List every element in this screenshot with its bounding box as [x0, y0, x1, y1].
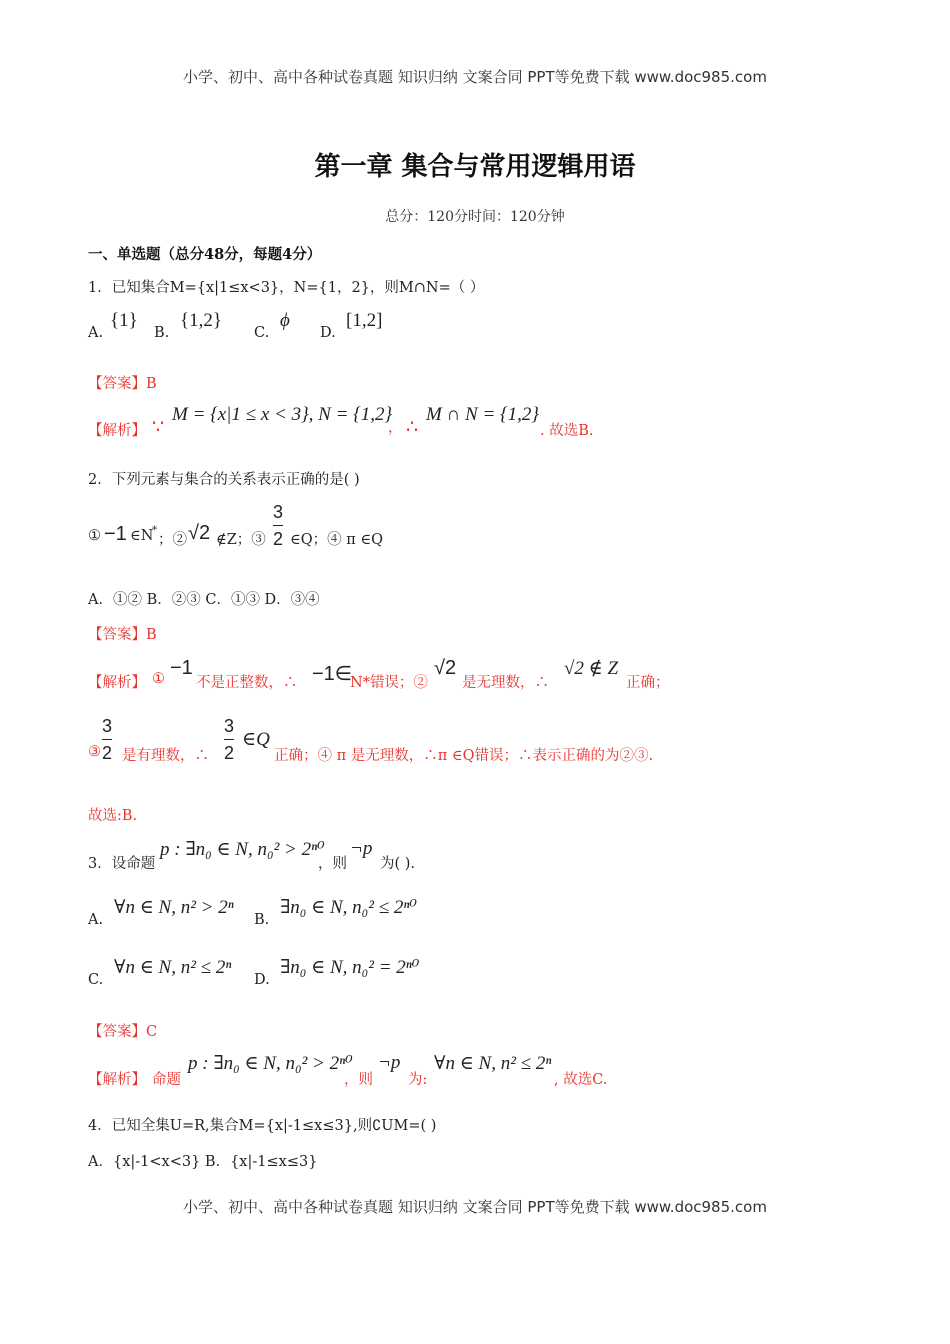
- q2-options: A．①② B．②③ C．①③ D．③④: [88, 592, 320, 608]
- q3-e-result: ∀n ∈ N, n² ≤ 2ⁿ: [434, 1053, 552, 1074]
- q2-explanation-line1: [88, 653, 708, 691]
- q1-label-c: C.: [254, 325, 270, 341]
- q3-stem-a: 3．设命题: [88, 856, 156, 872]
- q2-explanation-line2: [88, 714, 748, 768]
- q2-e1d: N*错误；②: [350, 675, 428, 691]
- q2-e2-fraction-den: 2: [102, 743, 113, 763]
- explanation-tag: 【解析】: [88, 423, 146, 439]
- q3-label-b: B.: [254, 912, 270, 928]
- q3-e-b: ，则: [344, 1072, 373, 1088]
- q2-e2-fraction2-bar: [224, 739, 234, 740]
- q2-s-fraction-bar: [273, 525, 283, 526]
- q2-s-fraction: [273, 500, 283, 551]
- q3-label-d: D.: [254, 972, 270, 988]
- page-subtitle: 总分：120分时间：120分钟: [385, 209, 565, 225]
- q2-s-in2: ∈Q；④ π ∈Q: [290, 532, 383, 548]
- q1-expl-end: . 故选B.: [540, 423, 594, 439]
- q3-explanation: [88, 1052, 648, 1088]
- page-header: 小学、初中、高中各种试卷真题 知识归纳 文案合同 PPT等免费下载 www.doc985.com: [183, 68, 767, 86]
- q3-label-a: A.: [88, 912, 104, 928]
- q4-stem: 4．已知全集U=R,集合M={x|-1≤x≤3},则∁UM=( ): [88, 1118, 437, 1134]
- answer-value: B: [146, 627, 157, 643]
- q3-label-c: C.: [88, 972, 104, 988]
- q3-option-a: ∀n ∈ N, n² > 2ⁿ: [114, 897, 234, 918]
- q2-e1-minus-one: −1: [170, 657, 193, 679]
- q2-stem: 2．下列元素与集合的关系表示正确的是( ): [88, 472, 360, 488]
- q3-e-d: , 故选C.: [554, 1072, 608, 1088]
- q2-s-fraction-num: 3: [273, 502, 284, 522]
- q3-options-row1: [88, 896, 448, 930]
- q2-e1f: 是无理数，∴: [462, 675, 549, 691]
- q2-s-p2: ；②: [158, 532, 187, 548]
- because-symbol: ∵: [152, 416, 165, 438]
- q1-stem: 1．已知集合M={x|1≤x<3}，N={1，2}，则M∩N=（ ）: [88, 280, 485, 296]
- q1-option-a: {1}: [110, 310, 138, 331]
- q2-e2a: ③: [88, 744, 101, 760]
- q3-e-np: ¬p: [378, 1052, 401, 1073]
- q2-conclusion: 故选:B.: [88, 808, 138, 824]
- q3-stem-p: p : ∃n₀ ∈ N, n₀² > 2ⁿ⁰: [160, 839, 325, 860]
- q2-s-star: *: [152, 525, 157, 536]
- q1-label-d: D.: [320, 325, 336, 341]
- q2-e1g: √2 ∉ Z: [564, 658, 619, 679]
- q2-e2-fraction-num: 3: [102, 716, 113, 736]
- q2-e2-fraction2-den: 2: [224, 743, 235, 763]
- q2-answer: [88, 623, 157, 644]
- q3-stem-b: ，则: [318, 856, 347, 872]
- q3-option-b: ∃n₀ ∈ N, n₀² ≤ 2ⁿ⁰: [280, 897, 417, 918]
- q2-s-p1: ①: [88, 528, 101, 544]
- answer-tag: 【答案】: [88, 1024, 146, 1040]
- q2-e1b: 不是正整数，∴: [196, 675, 298, 691]
- explanation-tag: 【解析】: [88, 675, 146, 691]
- q2-e2-fraction2: [224, 714, 234, 765]
- q2-e2-fraction: [102, 714, 112, 765]
- q2-s-in: ∈N: [130, 528, 154, 544]
- q3-options-row2: [88, 956, 448, 990]
- q2-e1-sqrt: √2: [434, 657, 457, 679]
- therefore-symbol: ∴: [406, 416, 419, 438]
- q3-answer: [88, 1020, 157, 1041]
- q2-s-minus-one: −1: [104, 523, 127, 545]
- q1-option-b: {1,2}: [180, 310, 222, 331]
- answer-tag: 【答案】: [88, 627, 146, 643]
- q2-e2b: 是有理数，∴: [122, 748, 209, 764]
- section-heading: 一、单选题（总分48分，每题4分）: [88, 246, 322, 263]
- answer-value: C: [146, 1024, 158, 1040]
- q3-option-c: ∀n ∈ N, n² ≤ 2ⁿ: [114, 957, 232, 978]
- q2-e2-fraction2-num: 3: [224, 716, 235, 736]
- q3-e-c: 为:: [408, 1072, 428, 1088]
- q1-option-c: ϕ: [280, 310, 290, 331]
- q2-e2e: ∈Q: [242, 729, 270, 750]
- q2-s-nin: ∉Z；③: [216, 532, 266, 548]
- q1-expl-expr1: M = {x|1 ≤ x < 3}, N = {1,2}: [172, 404, 393, 425]
- explanation-tag: 【解析】: [88, 1072, 146, 1088]
- q1-label-b: B.: [154, 325, 170, 341]
- answer-tag: 【答案】: [88, 376, 146, 392]
- page-footer: 小学、初中、高中各种试卷真题 知识归纳 文案合同 PPT等免费下载 www.doc985.com: [183, 1198, 767, 1216]
- q2-statements: [88, 500, 488, 560]
- q3-stem-c: 为( ).: [380, 856, 416, 872]
- q1-answer: [88, 372, 157, 393]
- q2-e1a: ①: [152, 671, 165, 687]
- q3-e-p: p : ∃n₀ ∈ N, n₀² > 2ⁿ⁰: [188, 1053, 353, 1074]
- q1-option-d: [1,2]: [346, 310, 383, 331]
- q2-e1h: 正确；: [626, 675, 670, 691]
- answer-value: B: [146, 376, 157, 392]
- q2-e2-fraction-bar: [102, 739, 112, 740]
- q1-expl-comma: ，: [388, 420, 403, 436]
- q2-s-fraction-den: 2: [273, 529, 284, 549]
- q3-e-a: 命题: [152, 1072, 181, 1088]
- q3-stem: [88, 838, 548, 872]
- q2-e2f: 正确；④ π 是无理数，∴π ∈Q错误；∴表示正确的为②③.: [274, 748, 654, 764]
- q3-option-d: ∃n₀ ∈ N, n₀² = 2ⁿ⁰: [280, 957, 420, 978]
- q1-expl-expr2: M ∩ N = {1,2}: [426, 404, 539, 425]
- q3-stem-np: ¬p: [350, 838, 373, 859]
- q2-s-sqrt: √2: [188, 522, 211, 544]
- q2-e1c: −1∈: [312, 663, 353, 685]
- q1-label-a: A.: [88, 325, 104, 341]
- page-title: 第一章 集合与常用逻辑用语: [314, 152, 636, 182]
- q4-options: A．{x|-1<x<3} B．{x|-1≤x≤3}: [88, 1154, 318, 1170]
